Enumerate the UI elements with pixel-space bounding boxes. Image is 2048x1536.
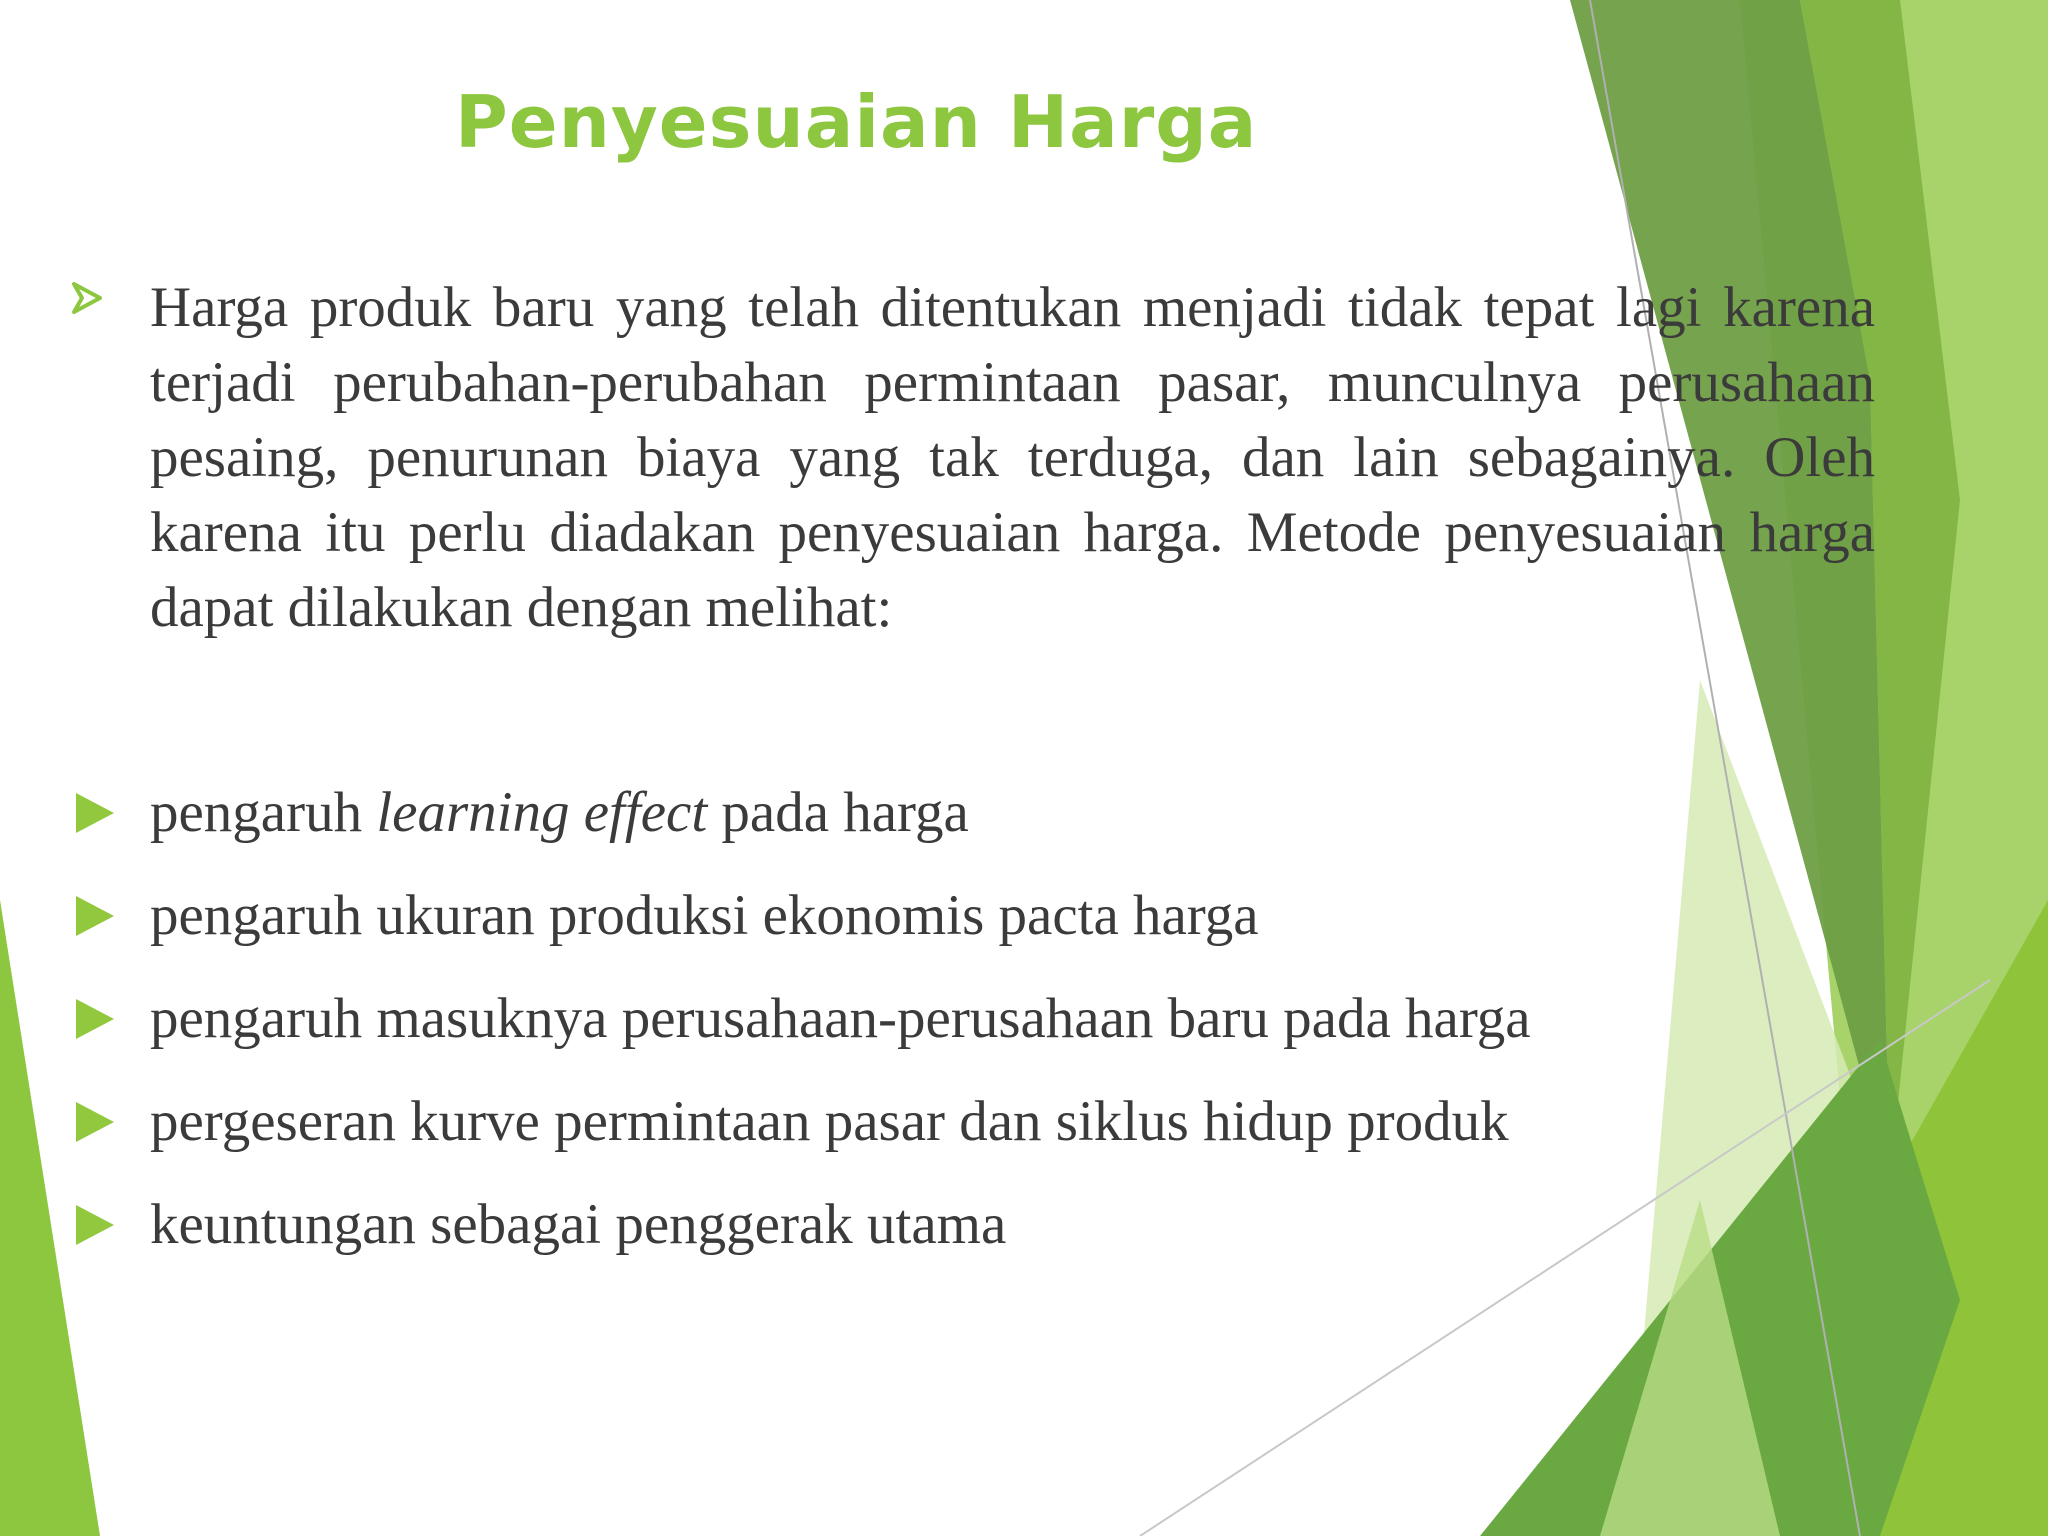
list-item-text: pengaruh learning effect pada harga [150,781,969,844]
list-item-text: pergeseran kurve permintaan pasar dan siklus hidup produk [150,1090,1509,1153]
intro-paragraph: Harga produk baru yang telah ditentukan menjadi tidak tepat lagi karena terjadi perubahan-perubahan permintaan pasar, munculnya perusahaan pesaing, penurunan biaya yang tak terduga, dan lain sebagainya. Oleh karena itu perlu diadakan penyesuaian harga. Metode penyesuaian harga dapat dilakukan dengan melihat: [150,276,1875,639]
list-item-text: keuntungan sebagai penggerak utama [150,1193,1007,1256]
intro-block [70,270,1875,645]
list-item-text: pengaruh masuknya perusahaan-perusahaan baru pada harga [150,987,1531,1050]
triangle-bullet-icon [76,793,114,833]
italic-term: learning effect [376,781,708,844]
list-item-text: pengaruh ukuran produksi ekonomis pacta harga [150,884,1259,947]
triangle-bullet-icon [76,999,114,1039]
slide-title: Penyesuaian Harga [455,80,1258,164]
triangle-bullet-icon [76,896,114,936]
arrow-bullet-icon [70,276,106,320]
triangle-bullet-icon [76,1205,114,1245]
triangle-bullet-icon [76,1102,114,1142]
